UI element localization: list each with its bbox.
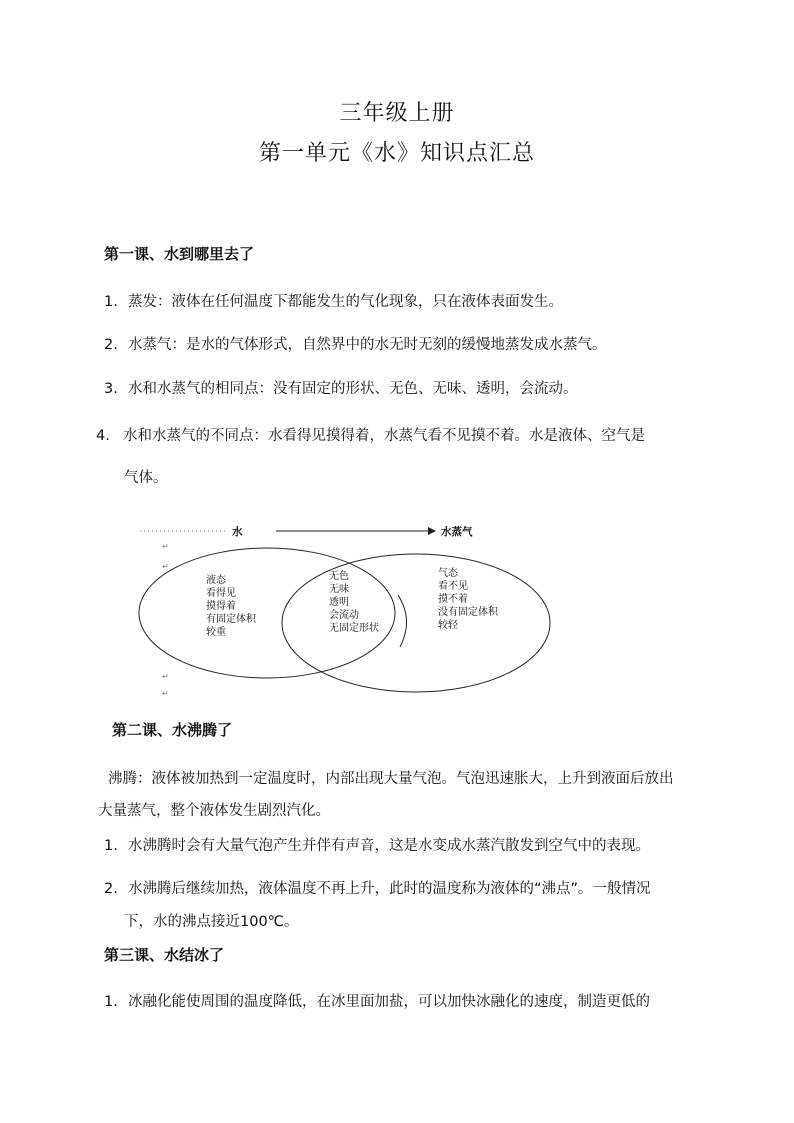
list-item: 看不见 <box>438 581 468 592</box>
lesson1-item-2 <box>104 333 607 354</box>
item-number: 4. <box>96 428 110 444</box>
arrow-head-icon <box>428 527 436 535</box>
lesson2-item-2 <box>104 877 651 898</box>
lesson3-heading: 第三课、水结冰了 <box>104 946 225 964</box>
item-text: 水和水蒸气的不同点：水看得见摸得着，水蒸气看不见摸不着。水是液体、空气是 <box>123 428 645 444</box>
list-item: 较重 <box>206 627 226 638</box>
list-item: 会流动 <box>329 610 359 621</box>
lesson2-item-1 <box>104 834 650 855</box>
venn-right-list <box>438 567 498 632</box>
item-text: 水和水蒸气的相同点：没有固定的形状、无色、无味、透明，会流动。 <box>128 381 578 397</box>
paragraph-mark: ↵ <box>162 562 169 571</box>
item-number: 2. <box>104 881 118 897</box>
item-number: 2. <box>104 337 118 353</box>
lesson2-definition-continued: 大量蒸气，整个液体发生剧烈汽化。 <box>98 803 330 819</box>
item-number: 1. <box>104 294 118 310</box>
page-title: 三年级上册 <box>339 101 455 126</box>
venn-common-list <box>329 570 379 635</box>
lesson1-item-3 <box>104 377 578 398</box>
venn-right-label: 水蒸气 <box>441 526 473 538</box>
list-item: 看得见 <box>206 588 236 599</box>
list-item: 透明 <box>329 597 349 608</box>
item-number: 1. <box>104 838 118 854</box>
item-text: 水沸腾后继续加热，液体温度不再上升，此时的温度称为液体的“沸点”。一般情况 <box>128 881 651 897</box>
item-text: 冰融化能使周围的温度降低，在冰里面加盐，可以加快冰融化的速度，制造更低的 <box>128 994 650 1010</box>
lesson1-item-1 <box>104 290 563 311</box>
list-item: 摸不着 <box>438 594 468 605</box>
list-item: 较轻 <box>438 620 458 631</box>
venn-left-label: 水 <box>232 526 243 538</box>
list-item: 气态 <box>438 568 458 579</box>
lesson3-item-1 <box>104 990 650 1011</box>
item-text: 水沸腾时会有大量气泡产生并伴有声音，这是水变成水蒸汽散发到空气中的表现。 <box>128 838 650 854</box>
list-item: 没有固定体积 <box>438 607 498 618</box>
paragraph-mark: ↵ <box>162 672 169 681</box>
list-item: 液态 <box>206 575 226 586</box>
overlap-arc <box>398 595 407 647</box>
lesson2-definition: 沸腾：液体被加热到一定温度时，内部出现大量气泡。气泡迅速胀大，上升到液面后放出 <box>108 771 674 787</box>
lesson1-item-4-continued: 气体。 <box>124 470 168 486</box>
item-number: 1. <box>104 994 118 1010</box>
lesson1-heading: 第一课、水到哪里去了 <box>104 245 255 263</box>
list-item: 无固定形状 <box>329 623 379 634</box>
lesson2-heading: 第二课、水沸腾了 <box>112 721 233 739</box>
lesson1-item-4 <box>96 424 645 445</box>
lesson2-item-2-continued: 下，水的沸点接近100℃。 <box>124 914 299 930</box>
list-item: 摸得着 <box>206 601 236 612</box>
paragraph-mark: ↵ <box>162 542 169 551</box>
list-item: 无味 <box>329 584 349 595</box>
page-subtitle: 第一单元《水》知识点汇总 <box>258 141 535 166</box>
item-number: 3. <box>104 381 118 397</box>
list-item: 无色 <box>329 571 349 582</box>
list-item: 有固定体积 <box>206 614 256 625</box>
item-text: 蒸发：液体在任何温度下都能发生的气化现象，只在液体表面发生。 <box>128 294 563 310</box>
venn-left-list <box>206 574 256 639</box>
item-text: 水蒸气：是水的气体形式，自然界中的水无时无刻的缓慢地蒸发成水蒸气。 <box>128 337 607 353</box>
paragraph-mark: ↵ <box>162 689 169 698</box>
vapor-ellipse <box>282 554 550 692</box>
